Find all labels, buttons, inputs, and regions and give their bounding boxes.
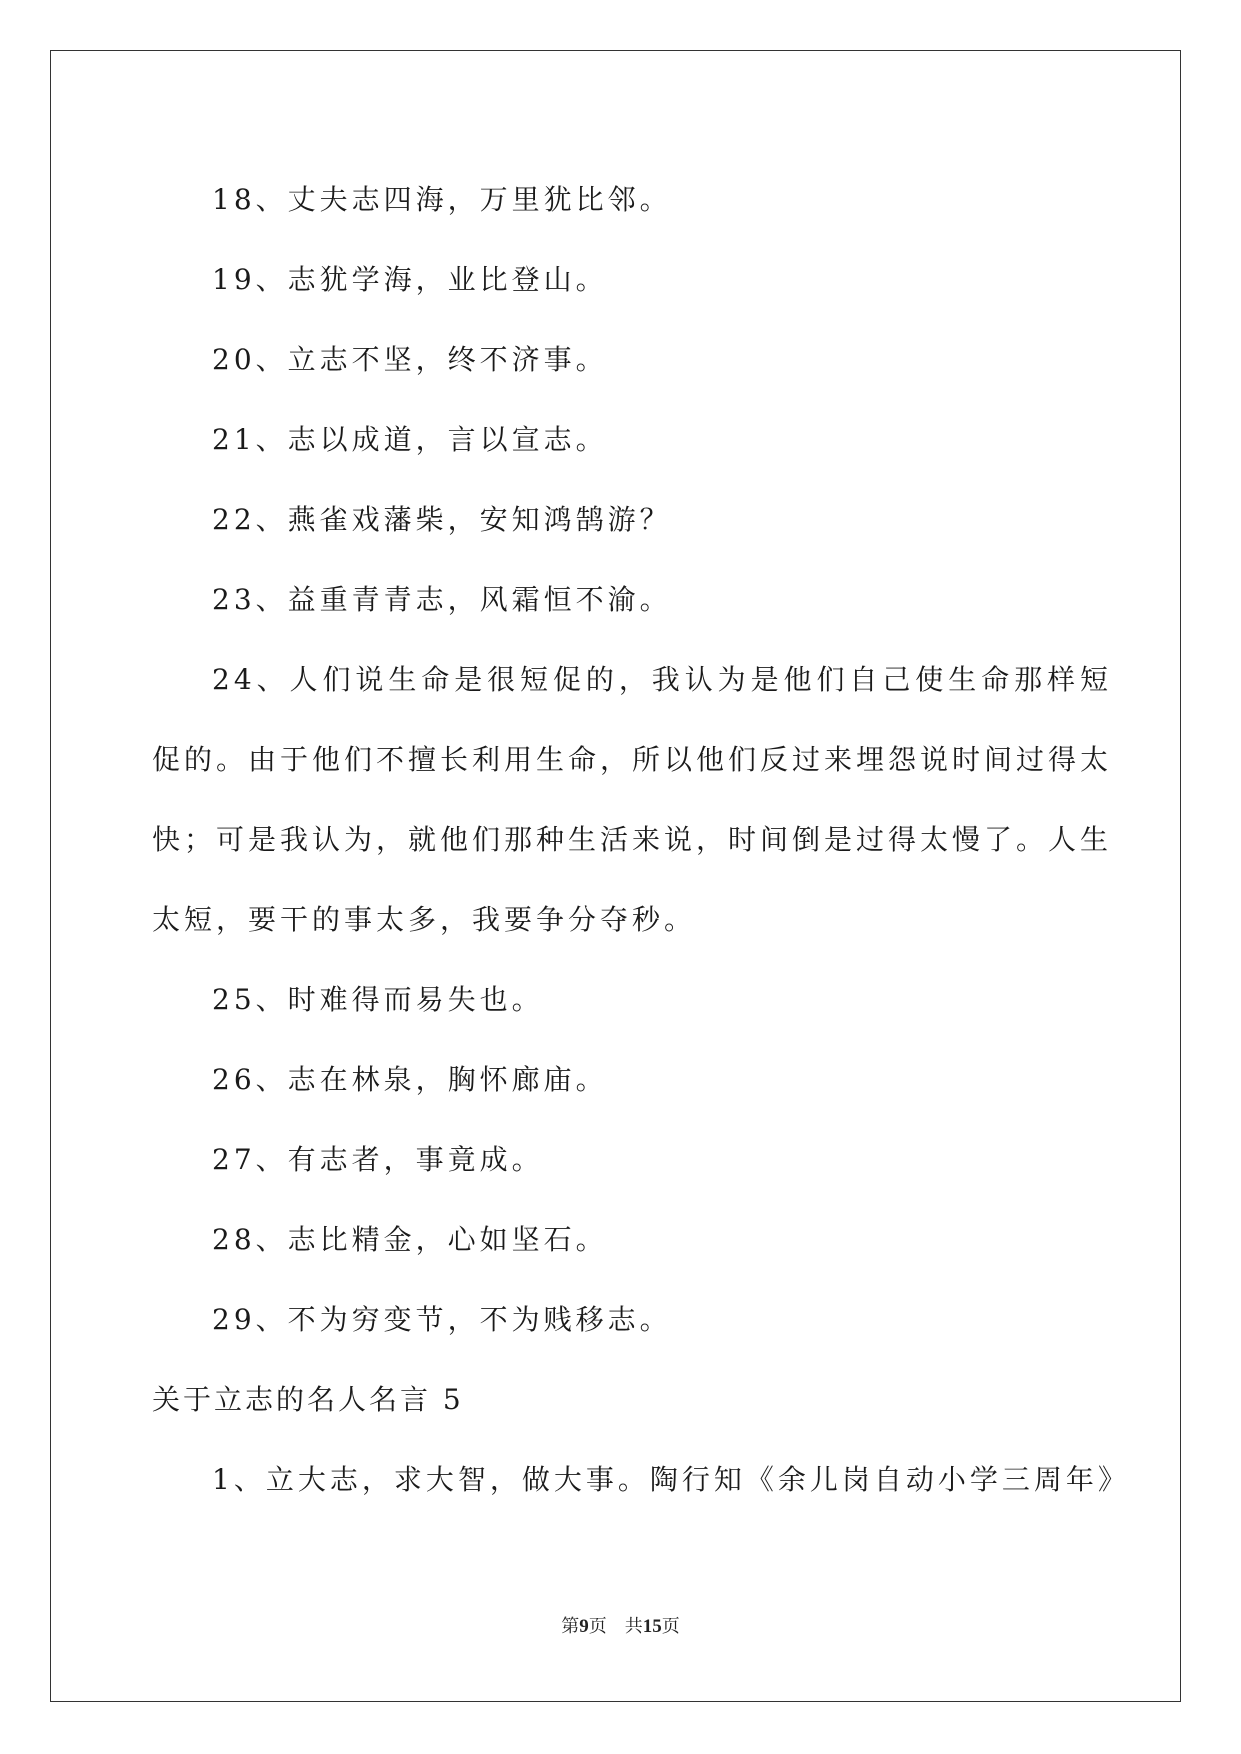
quote-25: 25、时难得而易失也。 (212, 983, 544, 1016)
quote-22: 22、燕雀戏藩柴，安知鸿鹄游？ (212, 503, 672, 536)
quote-23: 23、益重青青志，风霜恒不渝。 (212, 583, 672, 616)
document-body (152, 160, 1130, 1520)
footer-suffix: 页 (661, 1616, 680, 1637)
quote-29: 29、不为穷变节，不为贱移志。 (212, 1303, 672, 1336)
section-heading: 关于立志的名人名言 5 (152, 1383, 464, 1416)
quote-21: 21、志以成道，言以宣志。 (212, 423, 608, 456)
section-quote-1: 1、立大志，求大智，做大事。陶行知《余儿岗自动小学三周年》 (212, 1463, 1130, 1496)
footer-current-page: 9 (579, 1616, 589, 1637)
quote-27: 27、有志者，事竟成。 (212, 1143, 544, 1176)
page-footer (0, 1612, 1241, 1638)
footer-total-pages: 15 (642, 1616, 662, 1637)
quote-20: 20、立志不坚，终不济事。 (212, 343, 608, 376)
quote-26: 26、志在林泉，胸怀廊庙。 (212, 1063, 608, 1096)
footer-prefix: 第 (561, 1616, 580, 1637)
quote-18: 18、丈夫志四海，万里犹比邻。 (212, 183, 672, 216)
quote-19: 19、志犹学海，业比登山。 (212, 263, 608, 296)
quote-28: 28、志比精金，心如坚石。 (212, 1223, 608, 1256)
footer-mid: 页 共 (588, 1616, 643, 1637)
quote-24: 24、人们说生命是很短促的，我认为是他们自己使生命那样短促的。由于他们不擅长利用生命，所以他们反过来埋怨说时间过得太快；可是我认为，就他们那种生活来说，时间倒是过得太慢了。人生太短，要干的事太多，我要争分夺秒。 (152, 663, 1113, 936)
